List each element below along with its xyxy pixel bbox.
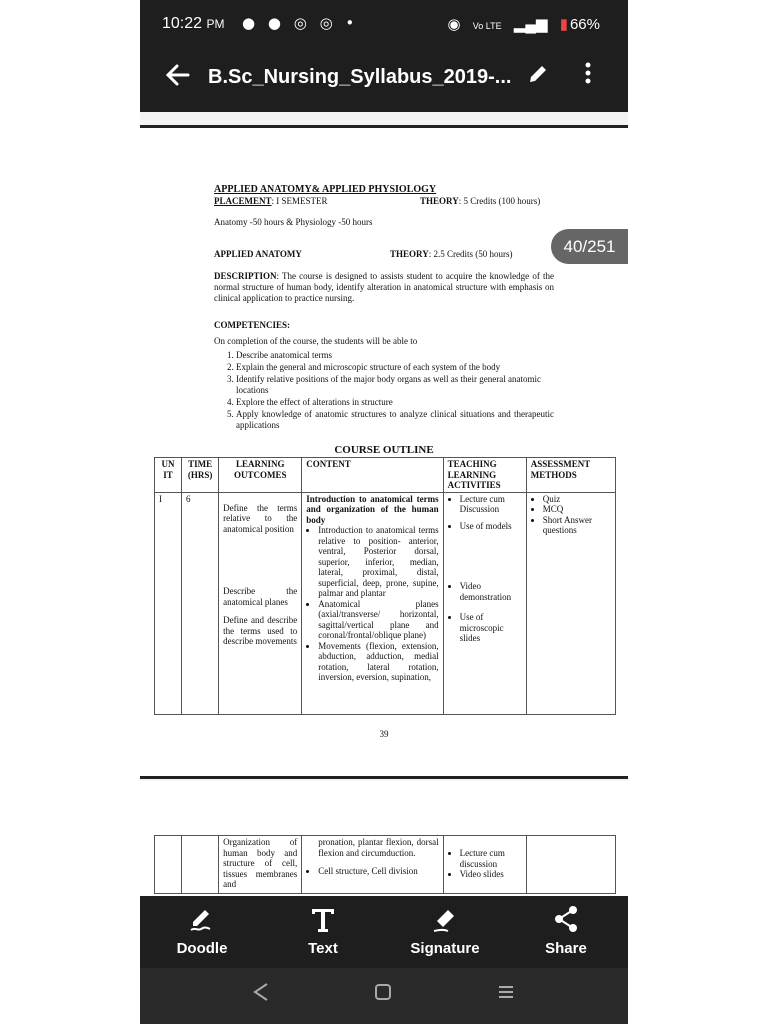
status-time xyxy=(162,15,225,33)
doodle-button[interactable] xyxy=(152,904,252,957)
cell-content xyxy=(302,492,443,714)
content-item: • Anatomical planes (axial/transverse/ horizontal, sagittal/vertical plane and coronal/frontal/oblique plane) xyxy=(318,599,438,641)
teaching-item: • Lecture cum discussion xyxy=(460,848,522,869)
content-item: • Introduction to anatomical terms relative to position- anterior, ventral, Posterior dorsal, superior, inferior, median, lateral, proximal, distal, superficial, deep, prone, supine, palmar and plantar xyxy=(318,525,438,599)
doodle-pen-icon xyxy=(152,904,252,936)
content-item: • Cell structure, Cell division xyxy=(318,866,438,877)
theory-value: : 5 Credits (100 hours) xyxy=(458,196,541,206)
teaching-item: • Use of microscopic slides xyxy=(460,612,522,644)
doc-heading: APPLIED ANATOMY& APPLIED PHYSIOLOGY xyxy=(214,184,437,195)
sub-theory-label: THEORY xyxy=(390,249,429,259)
placement-line xyxy=(214,196,328,207)
cell-teaching xyxy=(443,492,526,714)
outcome-item: Describe the anatomical planes xyxy=(223,586,298,607)
sub-theory-value: : 2.5 Credits (50 hours) xyxy=(428,249,513,259)
cell-outcomes: Organization of human body and structure of cell, tissues membranes and xyxy=(219,836,302,894)
teaching-list xyxy=(448,494,522,644)
placement-value: : I SEMESTER xyxy=(271,196,328,206)
battery-level: 66% xyxy=(569,16,600,33)
text-label: Text xyxy=(308,940,338,957)
time-ampm: PM xyxy=(206,17,225,31)
pdf-page-40[interactable] xyxy=(140,781,628,896)
description-label: DESCRIPTION xyxy=(214,271,277,281)
theory-line xyxy=(420,196,540,207)
teaching-item: • Lecture cum Discussion xyxy=(460,494,522,515)
content-continued: pronation, plantar flexion, dorsal flexion and circumduction. xyxy=(318,837,439,858)
share-label: Share xyxy=(545,940,587,957)
cell-content xyxy=(302,836,443,894)
app-bar xyxy=(140,52,628,112)
table-header-row xyxy=(155,458,616,493)
competencies-intro: On completion of the course, the students will be able to xyxy=(214,336,418,346)
hotspot-icon: ◉ xyxy=(447,16,461,33)
cell-unit xyxy=(155,836,182,894)
competencies-label: COMPETENCIES: xyxy=(214,320,291,330)
assessment-item: • Quiz xyxy=(543,494,611,505)
header-assessment: ASSESSMENT METHODS xyxy=(526,458,615,493)
back-arrow-icon[interactable] xyxy=(164,62,190,93)
status-right xyxy=(440,15,600,33)
pdf-page-39[interactable] xyxy=(140,128,628,778)
cell-unit: I xyxy=(155,492,182,714)
cell-teaching xyxy=(443,836,526,894)
hours-line: Anatomy -50 hours & Physiology -50 hours xyxy=(214,217,373,227)
header-time: TIME (HRS) xyxy=(182,458,219,493)
competencies-list xyxy=(214,350,554,432)
share-button[interactable] xyxy=(516,904,616,957)
signal-icon: ▂▄▆ xyxy=(513,16,548,33)
page-separator-bottom xyxy=(140,776,628,779)
header-unit: UN IT xyxy=(155,458,182,493)
text-button[interactable] xyxy=(273,904,373,957)
signature-button[interactable] xyxy=(395,904,495,957)
battery-icon: ▮ xyxy=(559,16,568,33)
competency-item: 2. Explain the general and microscopic structure of each system of the body xyxy=(236,362,554,373)
cell-assessment xyxy=(526,492,615,714)
content-list xyxy=(306,866,438,877)
assessment-list xyxy=(531,494,611,536)
teaching-item: • Use of models xyxy=(460,521,522,532)
signature-pen-icon xyxy=(395,904,495,936)
nav-recents-icon[interactable] xyxy=(496,982,516,1008)
nav-back-icon[interactable] xyxy=(252,982,270,1008)
placement-label: PLACEMENT xyxy=(214,196,272,206)
competency-item: 5. Apply knowledge of anatomic structures to analyze clinical situations and therapeutic applications xyxy=(236,409,554,431)
table-row xyxy=(155,492,616,714)
header-content: CONTENT xyxy=(302,458,443,493)
description-paragraph xyxy=(214,271,554,304)
teaching-item: • Video slides xyxy=(460,869,522,880)
assessment-item: • MCQ xyxy=(543,504,611,515)
more-vertical-icon[interactable] xyxy=(584,61,592,91)
status-bar xyxy=(140,0,628,52)
network-label: Vo LTE xyxy=(472,21,502,31)
course-outline-title: COURSE OUTLINE xyxy=(334,444,434,456)
nav-home-icon[interactable] xyxy=(374,982,392,1008)
content-title: Introduction to anatomical terms and organization of the human body xyxy=(306,493,439,525)
competency-item: 1. Describe anatomical terms xyxy=(236,350,554,361)
page-number: 39 xyxy=(379,729,389,739)
phone-screen xyxy=(140,0,628,1024)
page-indicator-badge: 40/251 xyxy=(551,229,628,264)
teaching-item: • Video demonstration xyxy=(460,581,522,602)
header-teaching: TEACHING LEARNING ACTIVITIES xyxy=(443,458,526,493)
competency-item: 3. Identify relative positions of the major body organs as well as their general anatomic locations xyxy=(236,374,554,396)
theory-label: THEORY xyxy=(420,196,459,206)
bottom-toolbar xyxy=(140,896,628,968)
system-navigation-bar xyxy=(140,968,628,1024)
continued-table xyxy=(154,835,616,894)
cell-time: 6 xyxy=(182,492,219,714)
sub-heading: APPLIED ANATOMY xyxy=(214,249,302,259)
outcome-item: Define and describe the terms used to describe movements xyxy=(223,615,298,646)
signature-label: Signature xyxy=(410,940,480,957)
share-icon xyxy=(516,904,616,936)
table-row xyxy=(155,836,616,894)
doodle-label: Doodle xyxy=(176,940,228,957)
content-list xyxy=(306,525,438,683)
cell-assessment xyxy=(526,836,615,894)
notification-icons: ● ● ◎ ◎ • xyxy=(242,14,359,32)
outcome-item: Define the terms relative to the anatomical position xyxy=(223,502,298,534)
competency-item: 4. Explore the effect of alterations in structure xyxy=(236,397,554,408)
description-text: : The course is designed to assists student to acquire the knowledge of the normal structure of human body, identify alteration in anatomical structure with emphasis on clinical application to practice nursing. xyxy=(214,271,554,303)
header-outcomes: LEARNING OUTCOMES xyxy=(219,458,302,493)
cell-time xyxy=(182,836,219,894)
teaching-list xyxy=(448,848,522,880)
content-item: • Movements (flexion, extension, abduction, adduction, medial rotation, lateral rotation, inversion, eversion, supination, xyxy=(318,641,438,683)
document-title: B.Sc_Nursing_Syllabus_2019-... xyxy=(208,66,512,88)
cell-outcomes xyxy=(219,492,302,714)
course-outline-table xyxy=(154,457,616,715)
pencil-icon[interactable] xyxy=(526,62,550,92)
text-t-icon xyxy=(273,904,373,936)
assessment-item: • Short Answer questions xyxy=(543,515,611,536)
sub-theory-line xyxy=(390,249,512,260)
time-value: 10:22 xyxy=(162,15,203,32)
